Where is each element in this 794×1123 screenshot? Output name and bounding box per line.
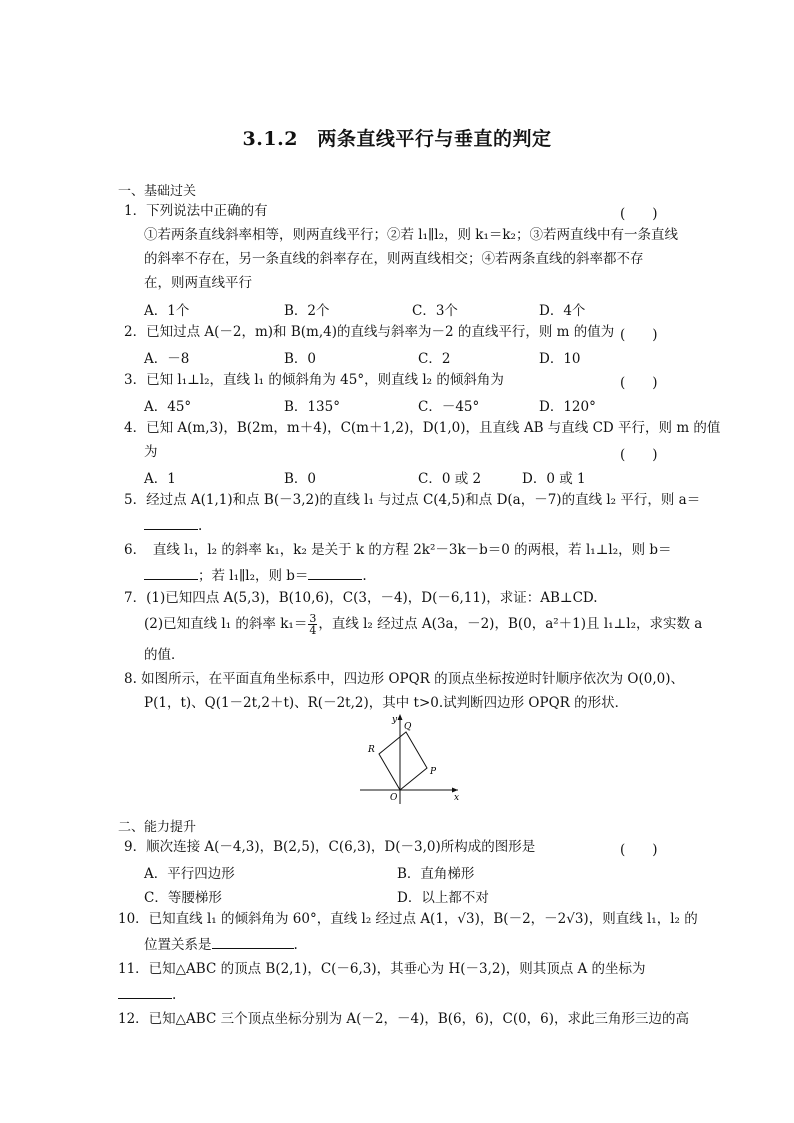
q1-option-c: C．3个 (412, 303, 458, 319)
q11-line2 (118, 984, 176, 1004)
fraction-denominator: 4 (309, 624, 317, 637)
q1-option-a: A．1个 (144, 303, 190, 319)
q11-answer-blank[interactable] (118, 984, 172, 999)
q10-line2 (144, 934, 298, 954)
point-p-label: P (430, 767, 437, 777)
q4-option-a: A．1 (144, 471, 176, 487)
q6-line1: 6． 直线 l₁，l₂ 的斜率 k₁，k₂ 是关于 k 的方程 2k²－3k－b＝0 的两根，若 l₁⊥l₂，则 b＝ (124, 542, 672, 558)
q8-line1: 8. 如图所示，在平面直角坐标系中，四边形 OPQR 的顶点坐标按逆时针顺序依次为 O(0,0)、 (124, 671, 684, 687)
q9-option-d: D．以上都不对 (397, 890, 489, 906)
q3-option-a: A．45° (144, 399, 192, 415)
q10-period: . (293, 937, 298, 953)
q7-part1: 7．(1)已知四点 A(5,3)，B(10,6)，C(3，－4)，D(－6,11)，求证：AB⊥CD. (124, 590, 598, 606)
q1-text-line1: ①若两条直线斜率相等，则两直线平行；②若 l₁∥l₂，则 k₁＝k₂；③若两直线中有一条直线 (144, 227, 678, 243)
q12-line1: 12．已知△ABC 三个顶点坐标分别为 A(－2，－4)，B(6，6)，C(0，6)，求此三角形三边的高 (118, 1011, 690, 1027)
q6-answer-blank-1[interactable] (144, 565, 198, 580)
y-axis-label: y (392, 715, 398, 725)
q4-stem-cont: 为 (144, 444, 158, 460)
q5-answer-blank[interactable] (144, 515, 198, 530)
q9-stem: 9．顺次连接 A(－4,3)，B(2,5)，C(6,3)，D(－3,0)所构成的图形是 (124, 839, 536, 855)
q1-text-line3: 在，则两直线平行 (144, 275, 252, 291)
q2-option-a: A．－8 (144, 351, 190, 367)
q6-line2 (144, 565, 367, 585)
x-axis-label: x (454, 793, 460, 803)
q4-answer-paren: ( ) (620, 447, 658, 463)
q9-option-c: C．等腰梯形 (144, 890, 222, 906)
q7-part2-line2: 的值． (144, 647, 185, 663)
q1-text-line2: 的斜率不存在，另一条直线的斜率存在，则两直线相交；④若两条直线的斜率都不存 (144, 251, 644, 267)
q1-stem: 1．下列说法中正确的有 (124, 203, 268, 219)
q9-option-b: B．直角梯形 (397, 866, 475, 882)
q2-stem: 2．已知过点 A(－2，m)和 B(m,4)的直线与斜率为－2 的直线平行，则 m 的值为 (124, 324, 615, 340)
q2-option-c: C．2 (418, 351, 451, 367)
q3-option-b: B．135° (284, 399, 340, 415)
q2-option-b: B．0 (284, 351, 317, 367)
q5-stem: 5．经过点 A(1,1)和点 B(－3,2)的直线 l₁ 与过点 C(4,5)和点 D(a，－7)的直线 l₂ 平行，则 a＝ (124, 492, 701, 508)
q4-stem: 4．已知 A(m,3)，B(2m，m＋4)，C(m＋1,2)，D(1,0)，且直线 AB 与直线 CD 平行，则 m 的值 (124, 420, 721, 436)
q11-line1: 11．已知△ABC 的顶点 B(2,1)，C(－6,3)，其垂心为 H(－3,2)，则其顶点 A 的坐标为 (118, 961, 646, 977)
point-o-label: O (390, 793, 398, 803)
point-q-label: Q (404, 722, 412, 732)
point-r-label: R (368, 745, 375, 755)
q7-part2-text-a: (2)已知直线 l₁ 的斜率 k₁＝ (144, 616, 308, 632)
q1-option-d: D．4个 (539, 303, 586, 319)
section-advanced: 二、能力提升 (118, 820, 197, 835)
q6-middle-text: ；若 l₁∥l₂，则 b＝ (198, 568, 309, 584)
q10-answer-blank[interactable] (212, 934, 294, 949)
q2-option-d: D．10 (539, 351, 581, 367)
q4-option-d: D．0 或 1 (522, 471, 586, 487)
q6-answer-blank-2[interactable] (308, 565, 362, 580)
q3-option-d: D．120° (539, 399, 596, 415)
q10-line1: 10．已知直线 l₁ 的倾斜角为 60°，直线 l₂ 经过点 A(1，√3)，B(－2，－2√3)，则直线 l₁，l₂ 的 (118, 911, 698, 927)
q3-stem: 3．已知 l₁⊥l₂，直线 l₁ 的倾斜角为 45°，则直线 l₂ 的倾斜角为 (124, 372, 504, 388)
q4-option-b: B．0 (284, 471, 317, 487)
q6-period: . (362, 568, 367, 584)
q7-part2-text-b: ，直线 l₂ 经过点 A(3a，－2)，B(0，a²＋1)且 l₁⊥l₂，求实数 a (318, 616, 703, 632)
quadrilateral-opqr (379, 732, 427, 790)
q8-line2: P(1，t)、Q(1－2t,2＋t)、R(－2t,2)，其中 t>0.试判断四边形 OPQR 的形状． (144, 695, 629, 711)
x-axis-arrow (452, 788, 458, 793)
q1-answer-paren: ( ) (620, 206, 658, 222)
q4-option-c: C．0 或 2 (418, 471, 482, 487)
q5-answer-line (144, 515, 202, 535)
q3-answer-paren: ( ) (620, 375, 658, 391)
slope-fraction (308, 613, 317, 636)
q2-answer-paren: ( ) (620, 327, 658, 343)
q9-option-a: A．平行四边形 (144, 866, 235, 882)
q3-option-c: C．－45° (418, 399, 480, 415)
q10-text: 位置关系是 (144, 937, 212, 953)
quadrilateral-figure (356, 710, 466, 806)
q11-period: . (172, 987, 177, 1003)
q5-period: . (198, 518, 203, 534)
page-title: 3.1.2 两条直线平行与垂直的判定 (242, 128, 552, 150)
q7-part2-line1 (144, 613, 702, 636)
fraction-numerator: 3 (309, 612, 317, 625)
q1-option-b: B．2个 (284, 303, 330, 319)
section-basic: 一、基础过关 (118, 184, 197, 199)
y-axis-arrow (398, 714, 403, 720)
q9-answer-paren: ( ) (620, 842, 658, 858)
